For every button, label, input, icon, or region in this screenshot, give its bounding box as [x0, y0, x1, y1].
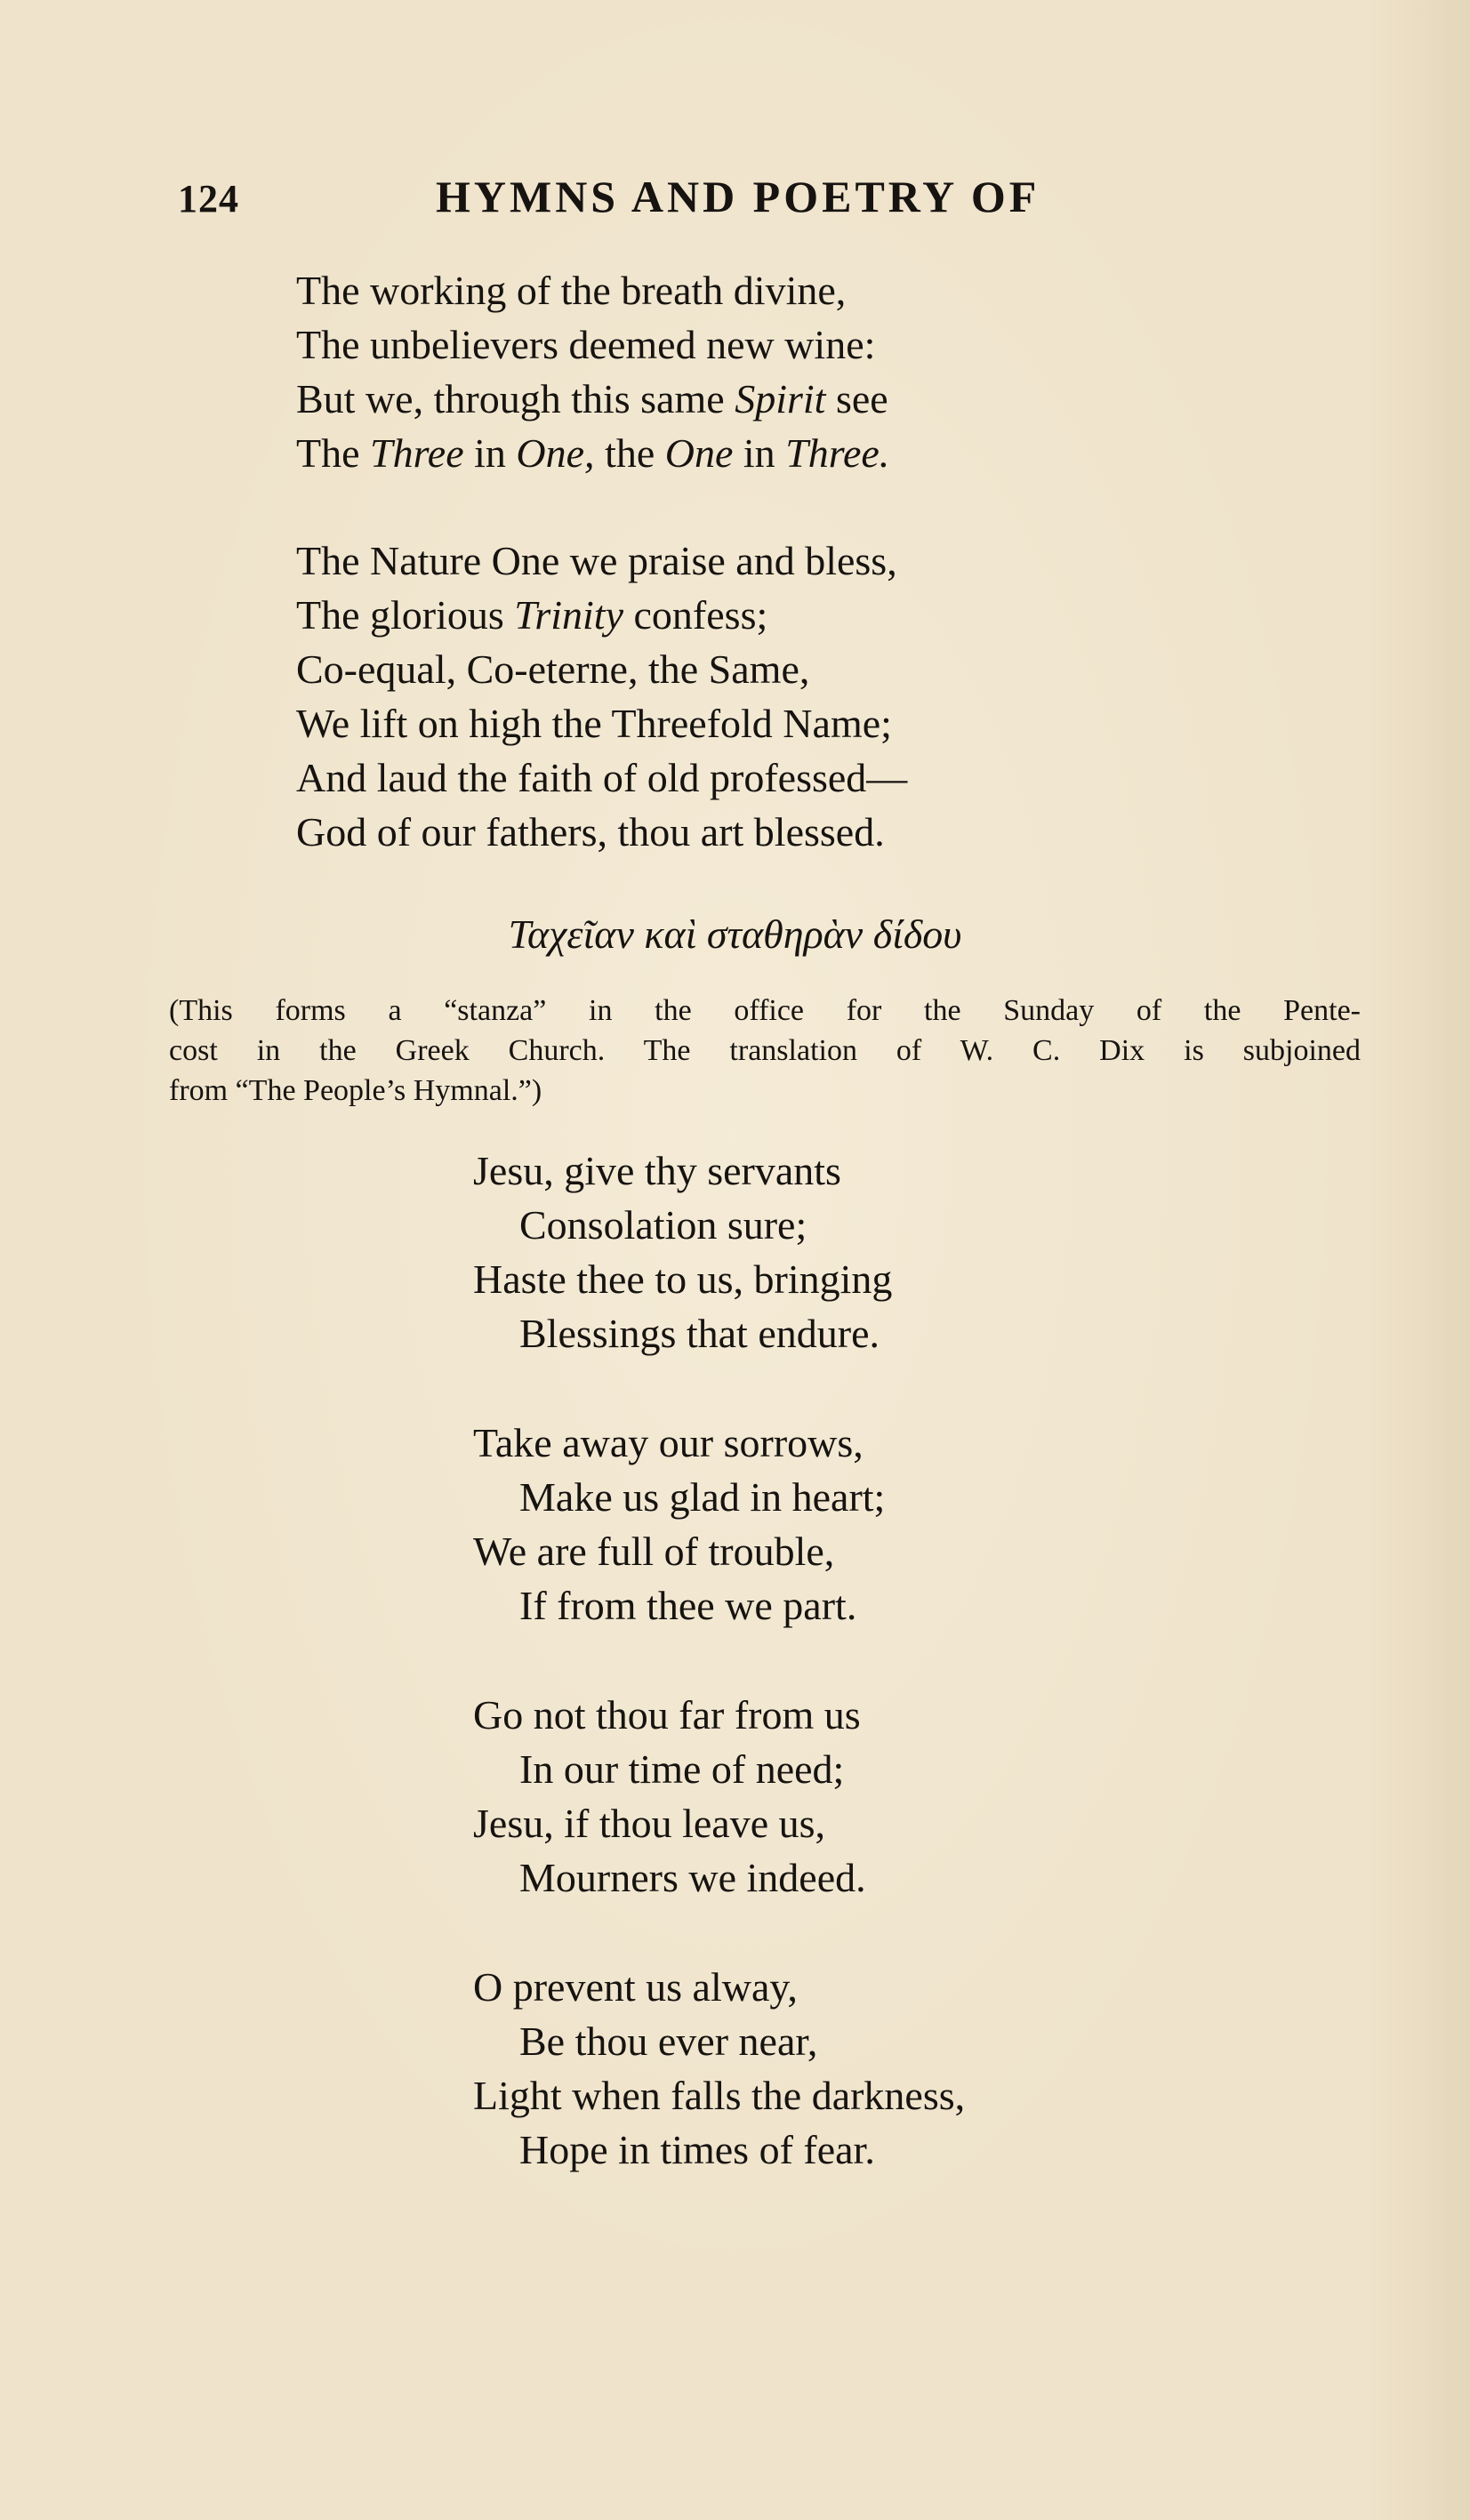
hymn-line: If from thee we part. — [519, 1583, 857, 1628]
poem-text: the — [594, 430, 665, 476]
poem-text: But we, through this same — [296, 376, 735, 421]
poem-line: We lift on high the Threefold Name; — [296, 701, 892, 746]
hymn-line: Blessings that endure. — [519, 1311, 880, 1356]
greek-section-title: Ταχεῖαν καὶ σταθηρὰν δίδου — [508, 911, 962, 957]
poem-text: The — [296, 430, 371, 476]
note-line: from “The People’s Hymnal.”) — [169, 1074, 542, 1107]
poem-line: The working of the breath divine, — [296, 268, 847, 313]
poem-line: Co-equal, Co-eterne, the Same, — [296, 646, 810, 692]
hymn-line: Haste thee to us, bringing — [473, 1256, 893, 1302]
running-title: HYMNS AND POETRY OF — [436, 172, 1040, 221]
poem-text: in — [463, 430, 517, 476]
hymn-line: Be thou ever near, — [519, 2018, 818, 2064]
poem-line: The unbelievers deemed new wine: — [296, 322, 876, 367]
poem-line — [296, 372, 889, 426]
poem-line: God of our fathers, thou art blessed. — [296, 809, 885, 855]
hymn-line: Hope in times of fear. — [519, 2127, 875, 2172]
hymn-line: In our time of need; — [519, 1746, 845, 1792]
poem-text: confess; — [623, 592, 768, 638]
hymn-line: Go not thou far from us — [473, 1692, 861, 1738]
hymn-line: Jesu, give thy servants — [473, 1148, 841, 1193]
hymn-stanza-1 — [473, 1144, 892, 1360]
poem-emphasis: One, — [516, 430, 595, 476]
hymn-line: Light when falls the darkness, — [473, 2073, 966, 2118]
poem-line — [296, 588, 907, 642]
poem-stanza-1 — [296, 263, 889, 480]
poem-text: The glorious — [296, 592, 515, 638]
hymn-line: Mourners we indeed. — [519, 1855, 866, 1900]
page-number: 124 — [178, 177, 239, 221]
hymn-line: Jesu, if thou leave us, — [473, 1801, 826, 1846]
editorial-note — [169, 991, 1361, 1111]
poem-line — [296, 426, 889, 480]
poem-line: The Nature One we praise and bless, — [296, 538, 897, 583]
hymn-line: We are full of trouble, — [473, 1529, 835, 1574]
poem-emphasis: Three. — [785, 430, 890, 476]
poem-stanza-2 — [296, 534, 907, 859]
hymn-line: O prevent us alway, — [473, 1964, 798, 2010]
poem-text: in — [733, 430, 786, 476]
hymn-line: Make us glad in heart; — [519, 1474, 886, 1520]
note-line: (This forms a “stanza” in the office for the Sunday of the Pente- — [169, 994, 1361, 1027]
page-header — [0, 171, 1470, 233]
hymn-line: Consolation sure; — [519, 1202, 807, 1248]
hymn-line: Take away our sorrows, — [473, 1420, 864, 1465]
poem-emphasis: One — [664, 430, 734, 476]
poem-emphasis: Three — [370, 430, 464, 476]
poem-emphasis: Trinity — [514, 592, 624, 638]
hymn-stanza-2 — [473, 1416, 885, 1633]
note-line: cost in the Greek Church. The translation of W. C. Dix is subjoined — [169, 1034, 1361, 1067]
poem-line: And laud the faith of old professed— — [296, 755, 908, 800]
poem-emphasis: Spirit — [735, 376, 826, 421]
poem-text: see — [825, 376, 888, 421]
hymn-stanza-3 — [473, 1688, 866, 1905]
hymn-stanza-4 — [473, 1960, 965, 2177]
